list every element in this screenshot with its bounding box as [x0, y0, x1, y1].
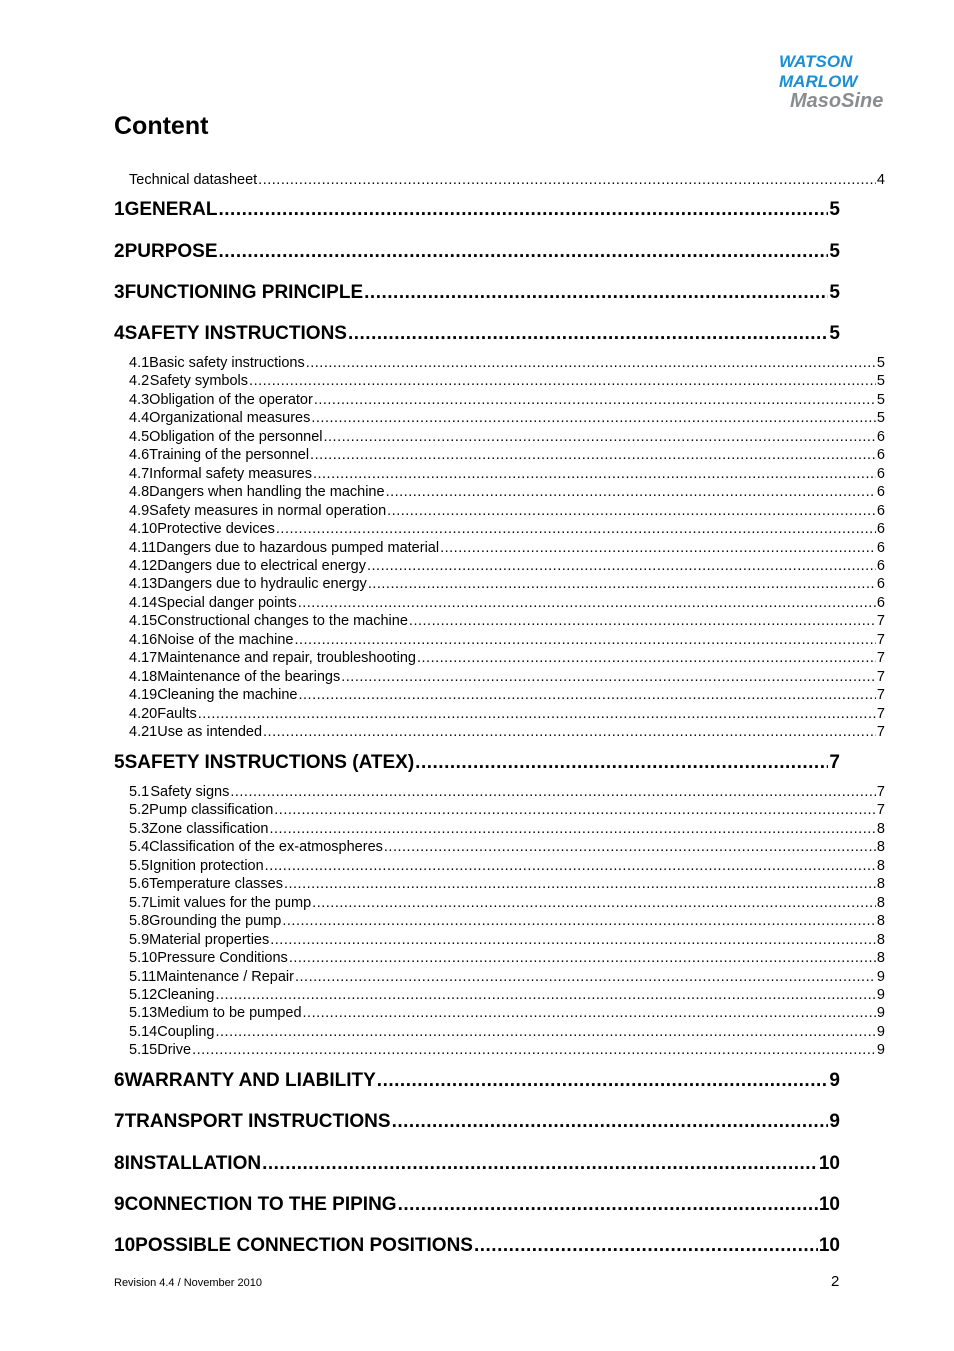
- toc-subentry[interactable]: [129, 466, 885, 482]
- toc-subentry-page: 9: [876, 1005, 885, 1022]
- toc-subentry-number: 4.3: [129, 391, 150, 408]
- toc-subentry-page: 6: [876, 465, 885, 482]
- toc-subentry-number: 5.3: [129, 820, 150, 837]
- dot-leader: [415, 752, 828, 774]
- toc-subentry-label: Dangers when handling the machine: [149, 484, 385, 501]
- toc-section-number: 3: [114, 282, 125, 303]
- toc-subentry-label: Safety measures in normal operation: [149, 502, 387, 519]
- dot-leader: [299, 687, 876, 703]
- toc-subentry[interactable]: [129, 913, 885, 929]
- toc-subentry-page: 8: [876, 894, 885, 911]
- toc-section-number: 2: [114, 241, 125, 262]
- toc-subentry-label: Medium to be pumped: [157, 1005, 302, 1022]
- toc-section-page: 10: [818, 1153, 840, 1174]
- dot-leader: [312, 895, 876, 911]
- toc-section-label: WARRANTY AND LIABILITY: [124, 1070, 376, 1091]
- toc-section-number: 10: [114, 1235, 136, 1256]
- toc-subentry-page: 5: [876, 410, 885, 427]
- toc-subentry-label: Noise of the machine: [157, 631, 294, 648]
- toc-subentry[interactable]: [129, 784, 885, 800]
- dot-leader: [276, 521, 876, 537]
- toc-subentry-label: Grounding the pump: [149, 913, 282, 930]
- toc-subentry-label: Dangers due to electrical energy: [157, 557, 366, 574]
- toc-subentry[interactable]: [129, 802, 885, 818]
- toc-section-number: 6: [114, 1070, 125, 1091]
- toc-subentry-number: 4.1: [129, 355, 150, 371]
- toc-section-label: SAFETY INSTRUCTIONS (ATEX): [124, 752, 415, 773]
- dot-leader: [313, 466, 876, 482]
- toc-subentry[interactable]: [129, 876, 885, 892]
- toc-subentry-number: 4.8: [129, 484, 150, 501]
- dot-leader: [262, 1153, 818, 1175]
- toc-subentry-label: Coupling: [157, 1023, 215, 1040]
- toc-subentry[interactable]: [129, 706, 885, 722]
- toc-subentry-page: 7: [876, 802, 885, 819]
- toc-subentry-number: 4.7: [129, 465, 150, 482]
- toc-section-page: 5: [829, 241, 840, 262]
- toc-subentry-label: Safety symbols: [149, 373, 249, 390]
- toc-subentry-label: Drive: [157, 1042, 192, 1059]
- toc-subentry-number: 5.2: [129, 802, 150, 819]
- toc-subentry-number: 4.9: [129, 502, 150, 519]
- toc-subentry[interactable]: [129, 503, 885, 519]
- toc-subentry[interactable]: [129, 355, 885, 371]
- dot-leader: [192, 1042, 876, 1058]
- toc-subentry-page: 6: [876, 447, 885, 464]
- toc-section-label: SAFETY INSTRUCTIONS: [124, 323, 347, 344]
- toc-section-6[interactable]: [114, 1070, 840, 1092]
- toc-subentry-label: Ignition protection: [149, 857, 264, 874]
- toc-subentry-page: 8: [876, 820, 885, 837]
- toc-subentry-number: 5.11: [129, 968, 157, 985]
- toc-subentry-page: 9: [876, 1023, 885, 1040]
- dot-leader: [289, 950, 876, 966]
- toc-subentry-label: Constructional changes to the machine: [157, 613, 408, 630]
- dot-leader: [306, 355, 876, 371]
- dot-leader: [417, 650, 876, 666]
- toc-section-number: 5: [114, 752, 125, 773]
- toc-subentry-page: 7: [876, 724, 885, 740]
- toc-subentry-page: 6: [876, 484, 885, 501]
- toc-section-label: INSTALLATION: [124, 1153, 262, 1174]
- toc-subentry-number: 5.12: [129, 986, 158, 1003]
- toc-subentry[interactable]: [129, 521, 885, 537]
- toc-subentry-page: 8: [876, 950, 885, 967]
- toc-subentry[interactable]: [129, 447, 885, 463]
- toc-section-page: 5: [829, 199, 840, 220]
- toc-subentry-label: Obligation of the operator: [149, 391, 313, 408]
- dot-leader: [392, 1111, 829, 1133]
- toc-section-9[interactable]: [114, 1194, 840, 1216]
- toc-subentry-label: Pressure Conditions: [157, 950, 288, 967]
- toc-subentry-number: 4.17: [129, 650, 158, 667]
- toc-subentry-label: Maintenance / Repair: [156, 968, 294, 985]
- toc-subentry-number: 5.14: [129, 1023, 158, 1040]
- toc-subentry-number: 5.6: [129, 876, 150, 893]
- dot-leader: [198, 706, 876, 722]
- toc-subentry-label: Classification of the ex-atmospheres: [149, 839, 383, 856]
- toc-subentry-label: Limit values for the pump: [149, 894, 312, 911]
- dot-leader: [387, 503, 876, 519]
- toc-subentry-page: 7: [876, 613, 885, 630]
- toc-section-page: 10: [818, 1235, 840, 1256]
- toc-section-label: PURPOSE: [124, 241, 218, 262]
- toc-subentry-number: 5.4: [129, 839, 150, 856]
- toc-subentry[interactable]: [129, 821, 885, 837]
- toc-subentry-label: Basic safety instructions: [149, 355, 305, 371]
- toc-subentry-label: Special danger points: [157, 594, 297, 611]
- toc-subentry-number: 4.14: [129, 594, 158, 611]
- toc-subentry-page: 6: [876, 502, 885, 519]
- toc-subentry[interactable]: [129, 724, 885, 740]
- toc-subentry-label: Zone classification: [149, 820, 269, 837]
- toc-subentry[interactable]: [129, 392, 885, 408]
- toc-section-number: 4: [114, 323, 125, 344]
- toc-subentry-page: 6: [876, 594, 885, 611]
- toc-subentry[interactable]: [129, 895, 885, 911]
- toc-subentry-page: 5: [876, 373, 885, 390]
- toc-subentry[interactable]: [129, 839, 885, 855]
- dot-leader: [474, 1235, 818, 1257]
- toc-subentry-number: 4.13: [129, 576, 158, 593]
- dot-leader: [398, 1194, 818, 1216]
- toc-entry-page: 4: [876, 172, 885, 188]
- toc-subentry[interactable]: [129, 373, 885, 389]
- toc-subentry-page: 6: [876, 521, 885, 538]
- toc-subentry[interactable]: [129, 950, 885, 966]
- dot-leader: [282, 913, 876, 929]
- toc-subentry[interactable]: [129, 632, 885, 648]
- toc-section-number: 8: [114, 1153, 125, 1174]
- dot-leader: [409, 613, 876, 629]
- toc-subentry[interactable]: [129, 669, 885, 685]
- toc-subentry-page: 9: [876, 968, 885, 985]
- toc-subentry-page: 8: [876, 931, 885, 948]
- toc-section-page: 5: [829, 282, 840, 303]
- toc-section-page: 10: [818, 1194, 840, 1215]
- toc-subentry-page: 5: [876, 391, 885, 408]
- dot-leader: [284, 876, 876, 892]
- toc-subentry-number: 4.18: [129, 668, 158, 685]
- dot-leader: [384, 839, 876, 855]
- toc-section-label: GENERAL: [124, 199, 218, 220]
- page-title: Content: [114, 112, 209, 140]
- dot-leader: [386, 484, 876, 500]
- footer-revision: Revision 4.4 / November 2010: [114, 1277, 262, 1289]
- toc-subentry-page: 8: [876, 876, 885, 893]
- toc-section-number: 9: [114, 1194, 125, 1215]
- toc-subentry-label: Protective devices: [157, 521, 275, 538]
- toc-subentry-label: Training of the personnel: [149, 447, 310, 464]
- toc-section-number: 1: [114, 199, 125, 220]
- dot-leader: [341, 669, 876, 685]
- toc-subentry[interactable]: [129, 858, 885, 874]
- toc-subentry-page: 8: [876, 857, 885, 874]
- toc-section-7[interactable]: [114, 1111, 840, 1133]
- toc-subentry-page: 9: [876, 1042, 885, 1059]
- dot-leader: [263, 724, 876, 740]
- toc-section-page: 5: [829, 323, 840, 344]
- logo-marlow-text: MARLOW: [779, 72, 858, 91]
- toc-subentry-page: 7: [876, 687, 885, 704]
- toc-subentry-page: 7: [876, 631, 885, 648]
- toc-subentry[interactable]: [129, 484, 885, 500]
- toc-subentry-page: 7: [876, 784, 885, 800]
- toc-subentry-page: 6: [876, 557, 885, 574]
- footer-page-number: 2: [831, 1273, 840, 1290]
- toc-subentry-page: 5: [876, 355, 885, 371]
- toc-subentry-number: 4.2: [129, 373, 150, 390]
- toc-subentry-number: 4.16: [129, 631, 158, 648]
- toc-section-label: CONNECTION TO THE PIPING: [124, 1194, 397, 1215]
- dot-leader: [230, 784, 876, 800]
- toc-subentry-number: 5.5: [129, 857, 150, 874]
- toc-section-label: POSSIBLE CONNECTION POSITIONS: [135, 1235, 473, 1256]
- toc-subentry[interactable]: [129, 1042, 885, 1058]
- toc-subentry-label: Faults: [157, 705, 197, 722]
- toc-section-1[interactable]: [114, 199, 840, 221]
- toc-section-4[interactable]: [114, 323, 840, 345]
- toc-subentry-number: 5.8: [129, 913, 150, 930]
- toc-subentry[interactable]: [129, 540, 885, 556]
- dot-leader: [294, 632, 875, 648]
- dot-leader: [258, 172, 876, 188]
- toc-subentry[interactable]: [129, 650, 885, 666]
- toc-subentry-page: 7: [876, 650, 885, 667]
- toc-subentry-number: 4.19: [129, 687, 158, 704]
- dot-leader: [303, 1005, 876, 1021]
- toc-subentry[interactable]: [129, 429, 885, 445]
- dot-leader: [364, 282, 828, 304]
- toc-subentry-number: 4.15: [129, 613, 158, 630]
- toc-subentry-label: Dangers due to hydraulic energy: [157, 576, 367, 593]
- dot-leader: [298, 595, 876, 611]
- dot-leader: [215, 1024, 875, 1040]
- dot-leader: [270, 932, 876, 948]
- toc-subentry[interactable]: [129, 558, 885, 574]
- toc-subentry-number: 5.15: [129, 1042, 158, 1059]
- toc-section-8[interactable]: [114, 1153, 840, 1175]
- toc-subentry-label: Temperature classes: [149, 876, 283, 893]
- toc-subentry-page: 6: [876, 428, 885, 445]
- dot-leader: [219, 241, 829, 263]
- toc-subentry-page: 7: [876, 705, 885, 722]
- toc-section-label: TRANSPORT INSTRUCTIONS: [124, 1111, 391, 1132]
- toc-subentry[interactable]: [129, 410, 885, 426]
- dot-leader: [295, 969, 876, 985]
- toc-subentry[interactable]: [129, 987, 885, 1003]
- toc-subentry-number: 5.7: [129, 894, 150, 911]
- toc-subentry-label: Maintenance of the bearings: [157, 668, 341, 685]
- toc-subentry-page: 8: [876, 913, 885, 930]
- dot-leader: [265, 858, 876, 874]
- toc-subentry[interactable]: [129, 613, 885, 629]
- toc-subentry-page: 6: [876, 539, 885, 556]
- dot-leader: [367, 558, 876, 574]
- toc-subentry-label: Pump classification: [149, 802, 274, 819]
- dot-leader: [215, 987, 875, 1003]
- toc-subentry-label: Material properties: [149, 931, 270, 948]
- toc-subentry-number: 4.4: [129, 410, 150, 427]
- toc-section-label: FUNCTIONING PRINCIPLE: [124, 282, 364, 303]
- toc-section-2[interactable]: [114, 241, 840, 263]
- dot-leader: [377, 1070, 829, 1092]
- toc-subentry-number: 4.21: [129, 724, 158, 740]
- toc-section-page: 7: [829, 752, 840, 773]
- dot-leader: [324, 429, 876, 445]
- dot-leader: [249, 373, 876, 389]
- watson-marlow-masosine-logo: [775, 50, 905, 112]
- dot-leader: [314, 392, 876, 408]
- dot-leader: [348, 323, 828, 345]
- toc-subentry-label: Maintenance and repair, troubleshooting: [157, 650, 416, 667]
- dot-leader: [218, 199, 828, 221]
- toc-section-number: 7: [114, 1111, 125, 1132]
- toc-subentry-label: Use as intended: [157, 724, 263, 740]
- toc-subentry-label: Cleaning: [157, 986, 215, 1003]
- dot-leader: [274, 802, 876, 818]
- toc-subentry-page: 9: [876, 986, 885, 1003]
- toc-subentry-number: 5.10: [129, 950, 158, 967]
- toc-subentry[interactable]: [129, 687, 885, 703]
- toc-subentry[interactable]: [129, 1005, 885, 1021]
- toc-subentry-number: 5.1: [129, 784, 150, 800]
- toc-entry-technical-datasheet[interactable]: [129, 172, 885, 188]
- toc-subentry-number: 4.10: [129, 521, 158, 538]
- toc-subentry-number: 4.6: [129, 447, 150, 464]
- dot-leader: [440, 540, 876, 556]
- toc-subentry-label: Organizational measures: [149, 410, 311, 427]
- toc-subentry-label: Cleaning the machine: [157, 687, 298, 704]
- logo-masosine-text: MasoSine: [790, 90, 884, 112]
- dot-leader: [311, 410, 876, 426]
- toc-section-10[interactable]: [114, 1235, 840, 1257]
- toc-subentry[interactable]: [129, 969, 885, 985]
- toc-subentry-number: 5.9: [129, 931, 150, 948]
- toc-section-page: 9: [829, 1111, 840, 1132]
- toc-section-page: 9: [829, 1070, 840, 1091]
- toc-subentry-label: Obligation of the personnel: [149, 428, 323, 445]
- toc-subentry[interactable]: [129, 576, 885, 592]
- toc-subentry-page: 8: [876, 839, 885, 856]
- toc-subentry-number: 4.20: [129, 705, 158, 722]
- toc-subentry-number: 4.12: [129, 557, 158, 574]
- toc-subentry-label: Safety signs: [150, 784, 230, 800]
- toc-subentry-label: Dangers due to hazardous pumped material: [156, 539, 440, 556]
- toc-subentry-number: 5.13: [129, 1005, 158, 1022]
- toc-subentry-label: Informal safety measures: [149, 465, 312, 482]
- logo-watson-text: WATSON: [779, 52, 853, 71]
- toc-entry-label: Technical datasheet: [129, 172, 258, 188]
- toc-subentry-page: 6: [876, 576, 885, 593]
- toc-subentry-page: 7: [876, 668, 885, 685]
- toc-subentry[interactable]: [129, 932, 885, 948]
- dot-leader: [368, 576, 876, 592]
- dot-leader: [310, 447, 876, 463]
- toc-subentry[interactable]: [129, 1024, 885, 1040]
- toc-subentry-number: 4.11: [129, 539, 157, 556]
- toc-section-5[interactable]: [114, 752, 840, 774]
- toc-subentry[interactable]: [129, 595, 885, 611]
- toc-subentry-number: 4.5: [129, 428, 150, 445]
- dot-leader: [269, 821, 875, 837]
- toc-section-3[interactable]: [114, 282, 840, 304]
